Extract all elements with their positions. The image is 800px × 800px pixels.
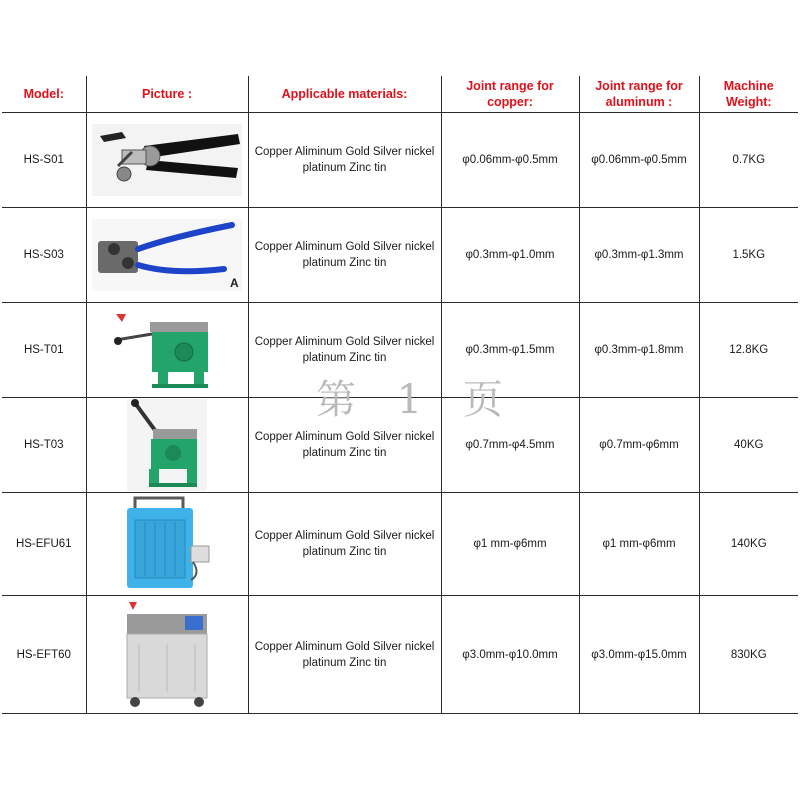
aluminum-range-cell: φ0.06mm-φ0.5mm [579, 113, 699, 208]
weight-cell: 140KG [699, 493, 798, 596]
model-cell: HS-S03 [2, 208, 86, 303]
header-weight: Machine Weight: [699, 76, 798, 113]
plier-welder-icon [92, 124, 242, 196]
blue-handle-plier-icon [92, 219, 242, 291]
materials-cell: Copper Aliminum Gold Silver nickel platinum Zinc tin [248, 113, 441, 208]
copper-range-cell: φ3.0mm-φ10.0mm [441, 596, 579, 714]
model-cell: HS-T01 [2, 303, 86, 398]
model-cell: HS-S01 [2, 113, 86, 208]
picture-cell [86, 303, 248, 398]
header-copper-range: Joint range for copper: [441, 76, 579, 113]
table-row [2, 493, 798, 596]
aluminum-range-cell: φ3.0mm-φ15.0mm [579, 596, 699, 714]
model-cell: HS-T03 [2, 398, 86, 493]
materials-cell: Copper Aliminum Gold Silver nickel platinum Zinc tin [248, 398, 441, 493]
picture-cell [86, 208, 248, 303]
table-row [2, 596, 798, 714]
blue-cabinet-welder-icon [121, 496, 213, 592]
grey-cabinet-welder-icon [119, 600, 215, 710]
materials-cell: Copper Aliminum Gold Silver nickel platinum Zinc tin [248, 303, 441, 398]
aluminum-range-cell: φ0.3mm-φ1.3mm [579, 208, 699, 303]
copper-range-cell: φ0.7mm-φ4.5mm [441, 398, 579, 493]
table-row [2, 208, 798, 303]
header-row [2, 76, 798, 113]
model-cell: HS-EFU61 [2, 493, 86, 596]
model-cell: HS-EFT60 [2, 596, 86, 714]
materials-cell: Copper Aliminum Gold Silver nickel platinum Zinc tin [248, 493, 441, 596]
aluminum-range-cell: φ1 mm-φ6mm [579, 493, 699, 596]
green-lever-welder-icon [127, 399, 207, 491]
header-aluminum-range: Joint range for aluminum : [579, 76, 699, 113]
picture-cell [86, 398, 248, 493]
weight-cell: 830KG [699, 596, 798, 714]
aluminum-range-cell: φ0.7mm-φ6mm [579, 398, 699, 493]
weight-cell: 12.8KG [699, 303, 798, 398]
page-watermark: 第 1 页 [316, 377, 517, 423]
aluminum-range-cell: φ0.3mm-φ1.8mm [579, 303, 699, 398]
weight-cell: 1.5KG [699, 208, 798, 303]
green-bench-welder-icon [112, 310, 222, 390]
header-model: Model: [2, 76, 86, 113]
materials-cell: Copper Aliminum Gold Silver nickel platinum Zinc tin [248, 596, 441, 714]
copper-range-cell: φ0.3mm-φ1.0mm [441, 208, 579, 303]
picture-cell [86, 596, 248, 714]
weight-cell: 0.7KG [699, 113, 798, 208]
picture-cell [86, 113, 248, 208]
header-materials: Applicable materials: [248, 76, 441, 113]
header-picture: Picture : [86, 76, 248, 113]
materials-cell: Copper Aliminum Gold Silver nickel platinum Zinc tin [248, 208, 441, 303]
copper-range-cell: φ1 mm-φ6mm [441, 493, 579, 596]
weight-cell: 40KG [699, 398, 798, 493]
copper-range-cell: φ0.06mm-φ0.5mm [441, 113, 579, 208]
picture-cell [86, 493, 248, 596]
picture-label: A [230, 276, 239, 290]
copper-range-cell: φ0.3mm-φ1.5mm [441, 303, 579, 398]
table-row [2, 113, 798, 208]
